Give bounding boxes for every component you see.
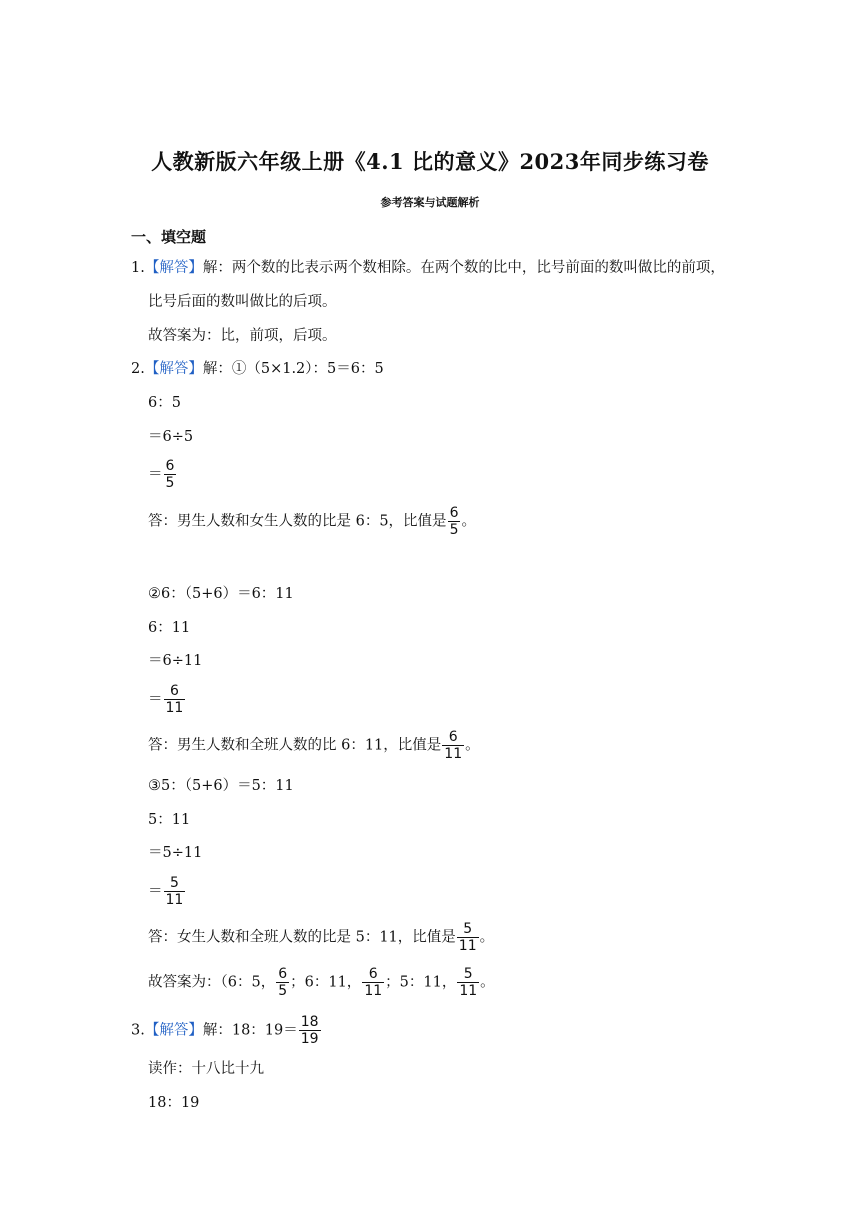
period: 。 [461,513,476,530]
denominator: 5 [278,983,288,999]
denominator: 11 [165,700,184,716]
q3-answer-tag: 【解答】 [144,1022,203,1039]
q2-answer-tag: 【解答】 [144,361,203,377]
numerator: 6 [449,505,459,521]
q2-final [148,966,495,999]
period: 。 [465,737,480,754]
numerator: 6 [278,966,288,982]
q2-c4 [148,921,494,954]
fraction [448,505,461,538]
denominator: 11 [458,938,477,954]
fraction [457,966,479,999]
q3-line-1 [131,1014,322,1047]
equals-sign: ＝ [148,883,163,900]
denominator: 11 [364,983,383,999]
q2-b1: 6：11 [148,620,191,636]
final-text-a: 故答案为：（6：5， [148,974,276,991]
numerator: 18 [300,1014,319,1030]
document-subtitle: 参考答案与试题解析 [380,196,480,209]
answer-text: 答：男生人数和全班人数的比 6：11，比值是 [148,737,442,754]
q1-line-3: 故答案为：比，前项，后项。 [148,328,337,344]
numerator: 6 [442,729,464,746]
final-text-b: ；6：11， [290,974,362,991]
q2-a2: ＝6÷5 [148,429,194,445]
q3-read: 读作：十八比十九 [148,1061,264,1077]
final-text-c: ；5：11， [385,974,457,991]
equals-sign: ＝ [148,691,163,708]
q2-b2: ＝6÷11 [148,653,203,669]
denominator: 5 [449,522,459,538]
q2-line-1 [131,359,384,379]
q2-a3 [148,458,177,491]
q2-b0: ②6：（5+6）＝6：11 [148,586,294,602]
numerator: 6 [362,966,384,983]
q2-a4 [148,505,476,538]
fraction [299,1014,321,1047]
answer-text: 答：男生人数和女生人数的比是 6：5，比值是 [148,513,447,530]
numerator: 5 [164,875,186,892]
fraction [164,683,186,716]
numerator: 5 [457,921,479,938]
section-heading: 一、填空题 [131,228,207,246]
fraction [442,729,464,762]
q1-line-1 [131,258,725,278]
document-title: 人教新版六年级上册《4.1 比的意义》2023年同步练习卷 [151,149,709,174]
q2-c3 [148,875,186,908]
denominator: 19 [300,1031,319,1047]
answer-text: 答：女生人数和全班人数的比是 5：11，比值是 [148,929,456,946]
period: 。 [479,929,495,946]
q2-b4 [148,729,480,762]
period: 。 [480,974,495,991]
fraction [362,966,384,999]
fraction [164,875,186,908]
q1-line-2: 比号后面的数叫做比的后项。 [148,294,337,310]
numerator: 6 [165,458,175,474]
fraction [164,458,177,491]
q2-c2: ＝5÷11 [148,845,203,861]
q2-b3 [148,683,186,716]
q1-number: 1. [131,260,145,276]
denominator: 11 [459,983,478,999]
q3-last: 18：19 [148,1095,200,1111]
q2-c0: ③5：（5+6）＝5：11 [148,778,294,794]
fraction [276,966,289,999]
denominator: 5 [165,475,175,491]
q3-text-1: 解：18：19＝ [202,1022,298,1039]
q1-answer-tag: 【解答】 [144,260,203,276]
numerator: 6 [164,683,186,700]
q3-number: 3. [131,1022,145,1039]
q1-text-1: 解：两个数的比表示两个数相除。在两个数的比中，比号前面的数叫做比的前项， [202,260,725,276]
q2-number: 2. [131,361,145,377]
numerator: 5 [457,966,479,983]
denominator: 11 [444,746,463,762]
fraction [457,921,479,954]
equals-sign: ＝ [148,466,163,483]
q2-c1: 5：11 [148,812,191,828]
q2-text-1: 解：①（5×1.2）：5＝6：5 [202,361,384,377]
denominator: 11 [165,892,184,908]
q2-a1: 6：5 [148,395,181,411]
